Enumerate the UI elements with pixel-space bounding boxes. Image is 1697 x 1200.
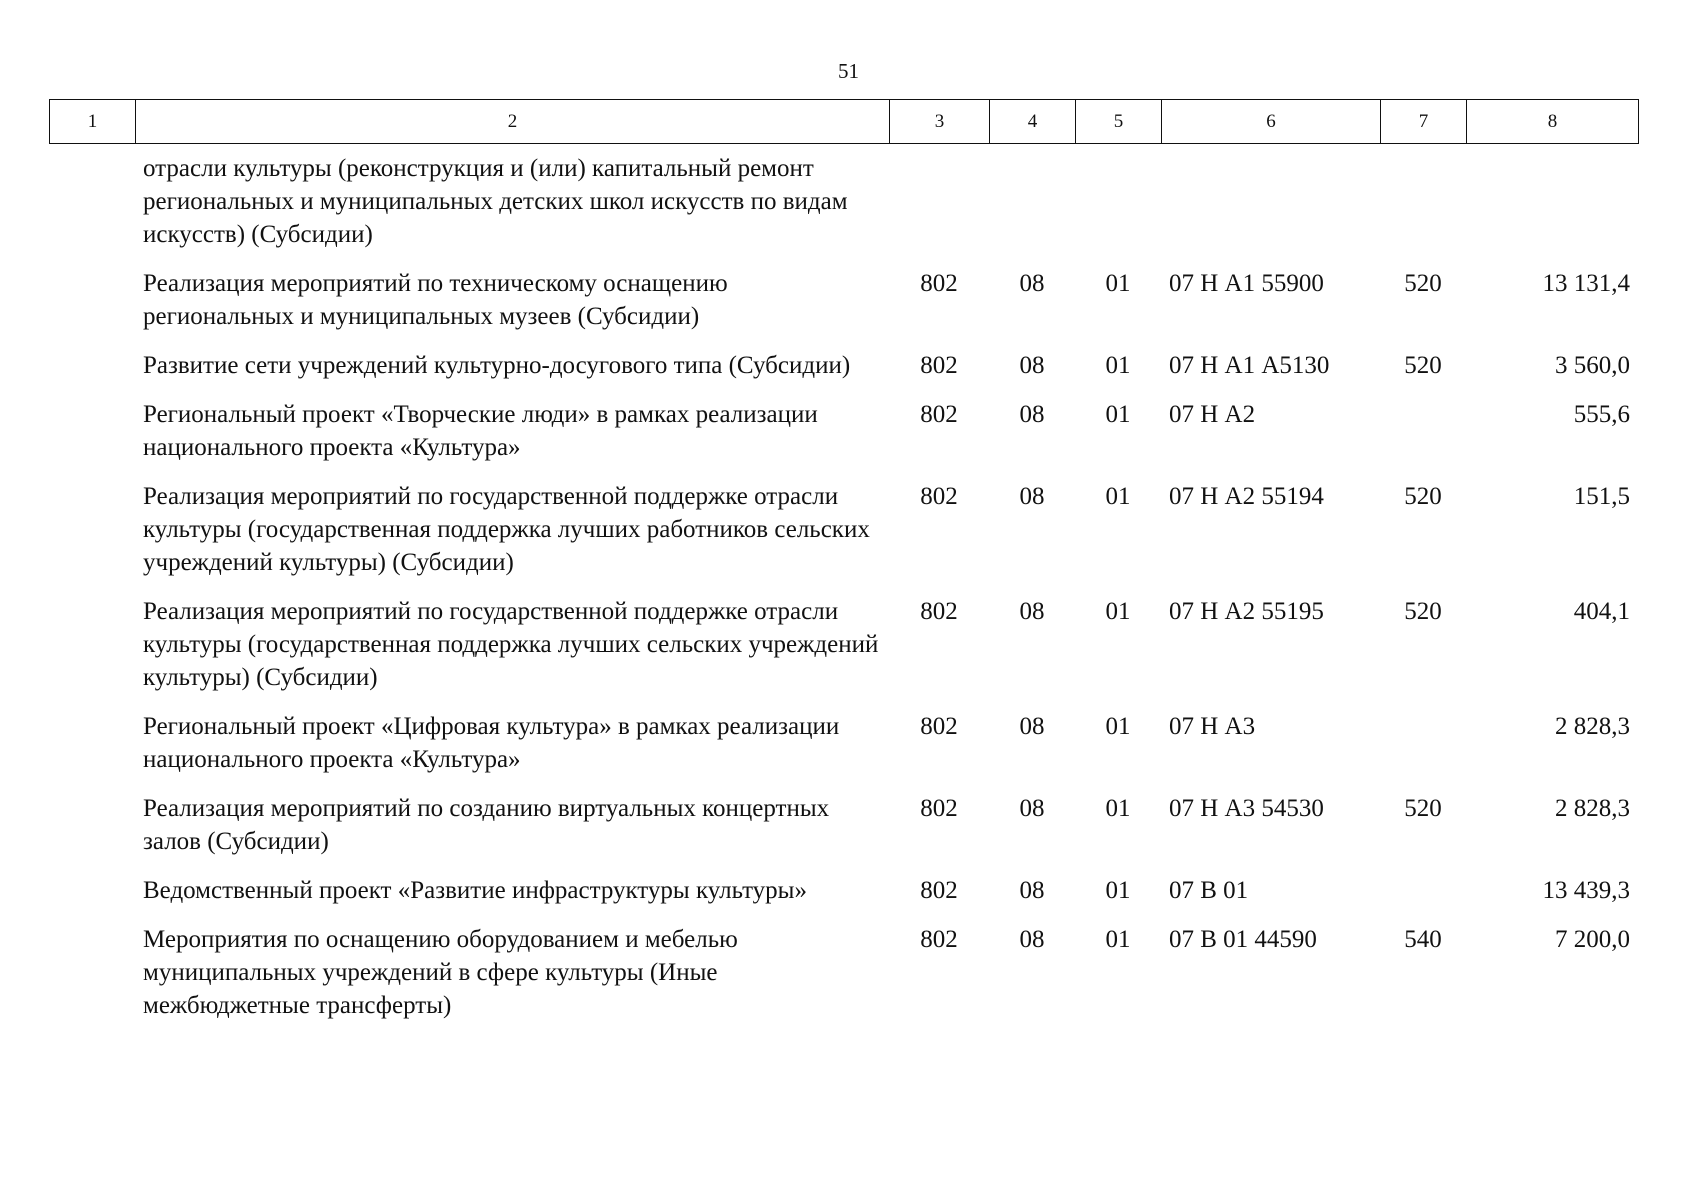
budget-rows bbox=[49, 152, 1638, 1038]
row-section-code: 08 bbox=[1019, 795, 1045, 822]
row-ministry-code: 802 bbox=[920, 598, 958, 625]
row-subsection-code: 01 bbox=[1105, 352, 1131, 379]
page-number: 51 bbox=[838, 59, 859, 83]
row-section-code: 08 bbox=[1019, 270, 1045, 297]
row-target-article: 07 Н А2 55195 bbox=[1169, 598, 1324, 625]
table-row bbox=[49, 152, 1638, 267]
row-section-code bbox=[989, 152, 1075, 267]
column-number-7: 7 bbox=[1381, 100, 1467, 144]
row-amount: 13 131,4 bbox=[1542, 270, 1630, 297]
row-description: Реализация мероприятий по техническому оснащению региональных и муниципальных музеев (Субсидии) bbox=[143, 270, 728, 330]
row-expense-type: 520 bbox=[1404, 795, 1442, 822]
column-number-3: 3 bbox=[890, 100, 990, 144]
row-ministry-code: 802 bbox=[920, 270, 958, 297]
row-subsection-code: 01 bbox=[1105, 598, 1131, 625]
row-ministry-code: 802 bbox=[920, 795, 958, 822]
column-number-4: 4 bbox=[990, 100, 1076, 144]
row-section-code: 08 bbox=[1019, 713, 1045, 740]
row-description: отрасли культуры (реконструкция и (или) капитальный ремонт региональных и муниципальных детских школ искусств по видам искусств) (Субсидии) bbox=[143, 155, 848, 248]
row-ministry-code: 802 bbox=[920, 401, 958, 428]
table-row bbox=[49, 480, 1638, 595]
budget-table bbox=[49, 152, 1638, 1038]
row-expense-type: 520 bbox=[1404, 598, 1442, 625]
row-subsection-code: 01 bbox=[1105, 877, 1131, 904]
row-ministry-code: 802 bbox=[920, 877, 958, 904]
row-section-code: 08 bbox=[1019, 877, 1045, 904]
row-ministry-code: 802 bbox=[920, 713, 958, 740]
row-amount: 151,5 bbox=[1573, 483, 1630, 510]
row-expense-type bbox=[1380, 874, 1466, 923]
row-description: Реализация мероприятий по созданию виртуальных концертных залов (Субсидии) bbox=[143, 795, 830, 855]
row-target-article: 07 Н А3 54530 bbox=[1169, 795, 1324, 822]
row-section-code: 08 bbox=[1019, 926, 1045, 953]
row-description: Развитие сети учреждений культурно-досугового типа (Субсидии) bbox=[143, 352, 851, 379]
row-expense-type bbox=[1380, 152, 1466, 267]
table-row bbox=[49, 710, 1638, 792]
row-amount: 2 828,3 bbox=[1555, 795, 1630, 822]
row-subsection-code: 01 bbox=[1105, 926, 1131, 953]
column-number-2: 2 bbox=[136, 100, 890, 144]
row-section-code: 08 bbox=[1019, 598, 1045, 625]
table-row bbox=[49, 398, 1638, 480]
table-row bbox=[49, 874, 1638, 923]
row-target-article: 07 В 01 bbox=[1169, 877, 1249, 904]
table-row bbox=[49, 349, 1638, 398]
row-target-article bbox=[1161, 152, 1380, 267]
column-number-8: 8 bbox=[1467, 100, 1639, 144]
column-number-6: 6 bbox=[1162, 100, 1381, 144]
table-row bbox=[49, 923, 1638, 1038]
row-amount: 13 439,3 bbox=[1542, 877, 1630, 904]
row-amount: 404,1 bbox=[1573, 598, 1630, 625]
row-ministry-code: 802 bbox=[920, 352, 958, 379]
row-description: Мероприятия по оснащению оборудованием и мебелью муниципальных учреждений в сфере культуры (Иные межбюджетные трансферты) bbox=[143, 926, 738, 1019]
row-amount: 7 200,0 bbox=[1555, 926, 1630, 953]
row-subsection-code bbox=[1075, 152, 1161, 267]
row-description: Ведомственный проект «Развитие инфраструктуры культуры» bbox=[143, 877, 807, 904]
row-ministry-code bbox=[889, 152, 989, 267]
row-target-article: 07 Н А2 bbox=[1169, 401, 1256, 428]
row-subsection-code: 01 bbox=[1105, 795, 1131, 822]
row-description: Реализация мероприятий по государственной поддержке отрасли культуры (государственная поддержка лучших работников сельских учреждений культуры) (Субсидии) bbox=[143, 483, 870, 576]
column-number-5: 5 bbox=[1076, 100, 1162, 144]
row-target-article: 07 Н А3 bbox=[1169, 713, 1256, 740]
row-target-article: 07 Н А1 55900 bbox=[1169, 270, 1324, 297]
column-header-table bbox=[49, 99, 1639, 144]
row-expense-type bbox=[1380, 710, 1466, 792]
table-row bbox=[49, 792, 1638, 874]
table-row bbox=[49, 595, 1638, 710]
row-amount: 3 560,0 bbox=[1555, 352, 1630, 379]
row-amount: 555,6 bbox=[1573, 401, 1630, 428]
column-number-row bbox=[50, 100, 1639, 144]
row-expense-type: 540 bbox=[1404, 926, 1442, 953]
row-section-code: 08 bbox=[1019, 401, 1045, 428]
row-ministry-code: 802 bbox=[920, 926, 958, 953]
row-subsection-code: 01 bbox=[1105, 713, 1131, 740]
row-expense-type: 520 bbox=[1404, 270, 1442, 297]
row-section-code: 08 bbox=[1019, 483, 1045, 510]
row-description: Региональный проект «Творческие люди» в рамках реализации национального проекта «Культура» bbox=[143, 401, 818, 461]
table-row bbox=[49, 267, 1638, 349]
row-subsection-code: 01 bbox=[1105, 401, 1131, 428]
row-target-article: 07 Н А2 55194 bbox=[1169, 483, 1324, 510]
row-amount bbox=[1466, 152, 1638, 267]
row-target-article: 07 Н А1 А5130 bbox=[1169, 352, 1330, 379]
row-target-article: 07 В 01 44590 bbox=[1169, 926, 1317, 953]
row-subsection-code: 01 bbox=[1105, 270, 1131, 297]
column-number-1: 1 bbox=[50, 100, 136, 144]
row-description: Реализация мероприятий по государственной поддержке отрасли культуры (государственная поддержка лучших сельских учреждений культуры) (Субсидии) bbox=[143, 598, 879, 691]
row-amount: 2 828,3 bbox=[1555, 713, 1630, 740]
row-expense-type bbox=[1380, 398, 1466, 480]
row-subsection-code: 01 bbox=[1105, 483, 1131, 510]
row-ministry-code: 802 bbox=[920, 483, 958, 510]
row-expense-type: 520 bbox=[1404, 352, 1442, 379]
row-expense-type: 520 bbox=[1404, 483, 1442, 510]
row-section-code: 08 bbox=[1019, 352, 1045, 379]
row-description: Региональный проект «Цифровая культура» в рамках реализации национального проекта «Культура» bbox=[143, 713, 840, 773]
